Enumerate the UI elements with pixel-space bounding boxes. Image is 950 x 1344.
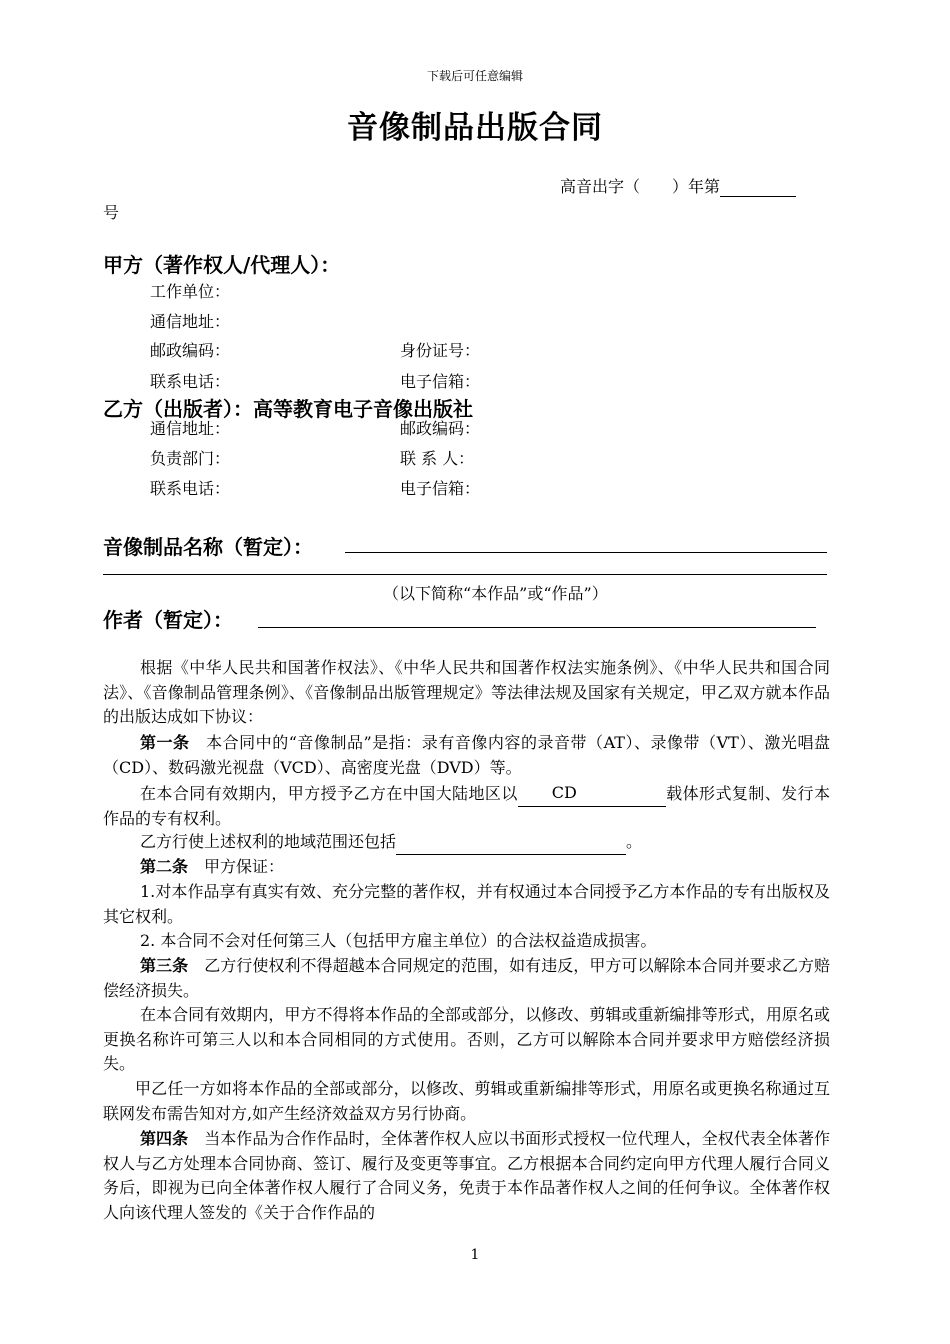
party-a-postcode: 邮政编码：	[150, 341, 231, 360]
party-a-id-no: 身份证号：	[400, 341, 481, 360]
article-3-para-2: 在本合同有效期内，甲方不得将本作品的全部或部分，以修改、剪辑或重新编排等形式，用原名或更换名称许可第三人以和本合同相同的方式使用。否则，乙方可以解除本合同并要求甲方赔偿经济损失。	[103, 1005, 830, 1073]
article-1: 第一条 本合同中的“音像制品”是指：录有音像内容的录音带（AT）、录像带（VT）、激光唱盘（CD）、数码激光视盘（VCD）、高密度光盘（DVD）等。	[103, 733, 830, 777]
article-2-label: 第二条	[140, 857, 189, 876]
party-b-email: 电子信箱：	[400, 479, 481, 498]
territory-blank[interactable]	[396, 836, 626, 855]
article-2-item-2: 2. 本合同不会对任何第三人（包括甲方雇主单位）的合法权益造成损害。	[140, 931, 657, 950]
article-3: 第三条 乙方行使权利不得超越本合同规定的范围，如有违反，甲方可以解除本合同并要求乙方赔偿经济损失。	[103, 956, 830, 1000]
party-b-phone: 联系电话：	[150, 479, 231, 498]
header-note: 下载后可任意编辑	[426, 69, 523, 83]
author-label: 作者（暂定）：	[103, 608, 233, 632]
product-name-label: 音像制品名称（暂定）：	[103, 535, 313, 559]
party-a-email: 电子信箱：	[400, 372, 481, 391]
article-3-para-3: 甲乙任一方如将本作品的全部或部分，以修改、剪辑或重新编排等形式，用原名或更换名称通过互联网发布需告知对方,如产生经济效益双方另行协商。	[103, 1079, 830, 1123]
author-blank[interactable]	[258, 627, 816, 628]
article-4-label: 第四条	[140, 1129, 189, 1148]
product-name-blank-2[interactable]	[103, 574, 827, 575]
article-2-item-1: 1.对本作品享有真实有效、充分完整的著作权，并有权通过本合同授予乙方本作品的专有出版权及其它权利。	[103, 882, 830, 926]
party-a-work-unit: 工作单位：	[150, 282, 231, 301]
article-4: 第四条 当本作品为合作作品时，全体著作权人应以书面形式授权一位代理人，全权代表全体著作权人与乙方处理本合同协商、签订、履行及变更等事宜。乙方根据本合同约定向甲方代理人履行合同义务后，即视为已向全体著作权人履行了合同义务，免责于本作品著作权人之间的任何争议。全体著作权人向该代理人签发的《关于合作作品的	[103, 1129, 830, 1222]
reg-prefix: 高音出字（	[560, 177, 641, 196]
reg-number-blank[interactable]	[720, 178, 796, 197]
party-b-contact: 联 系 人：	[400, 449, 475, 468]
reg-mid: ）年第	[672, 177, 721, 196]
preamble-paragraph: 根据《中华人民共和国著作权法》、《中华人民共和国著作权法实施条例》、《中华人民共和国合同法》、《音像制品管理条例》、《音像制品出版管理规定》等法律法规及国家有关规定，甲乙双方就本作品的出版达成如下协议：	[103, 658, 830, 726]
party-b-postcode: 邮政编码：	[400, 419, 481, 438]
article-1-territory: 乙方行使上述权利的地域范围还包括 。	[103, 830, 830, 855]
carrier-fill[interactable]: CD	[518, 781, 666, 807]
article-2: 第二条 甲方保证：	[140, 857, 285, 876]
article-3-label: 第三条	[140, 956, 189, 975]
abbreviation-note: （以下简称“本作品”或“作品”）	[383, 584, 608, 603]
party-b-heading: 乙方（出版者）：高等教育电子音像出版社	[103, 397, 473, 421]
product-name-blank[interactable]	[345, 552, 827, 553]
reg-suffix: 号	[103, 203, 120, 222]
article-1-grant: 在本合同有效期内，甲方授予乙方在中国大陆地区以 CD 载体形式复制、发行本作品的专有权利。	[103, 783, 830, 828]
page-title: 音像制品出版合同	[347, 110, 603, 146]
party-b-department: 负责部门：	[150, 449, 231, 468]
page-number: 1	[470, 1247, 480, 1263]
article-1-label: 第一条	[140, 733, 190, 752]
party-b-address: 通信地址：	[150, 419, 231, 438]
registration-line	[560, 174, 796, 197]
party-a-phone: 联系电话：	[150, 372, 231, 391]
party-a-heading: 甲方（著作权人/代理人）：	[103, 253, 341, 277]
party-a-address: 通信地址：	[150, 312, 231, 331]
